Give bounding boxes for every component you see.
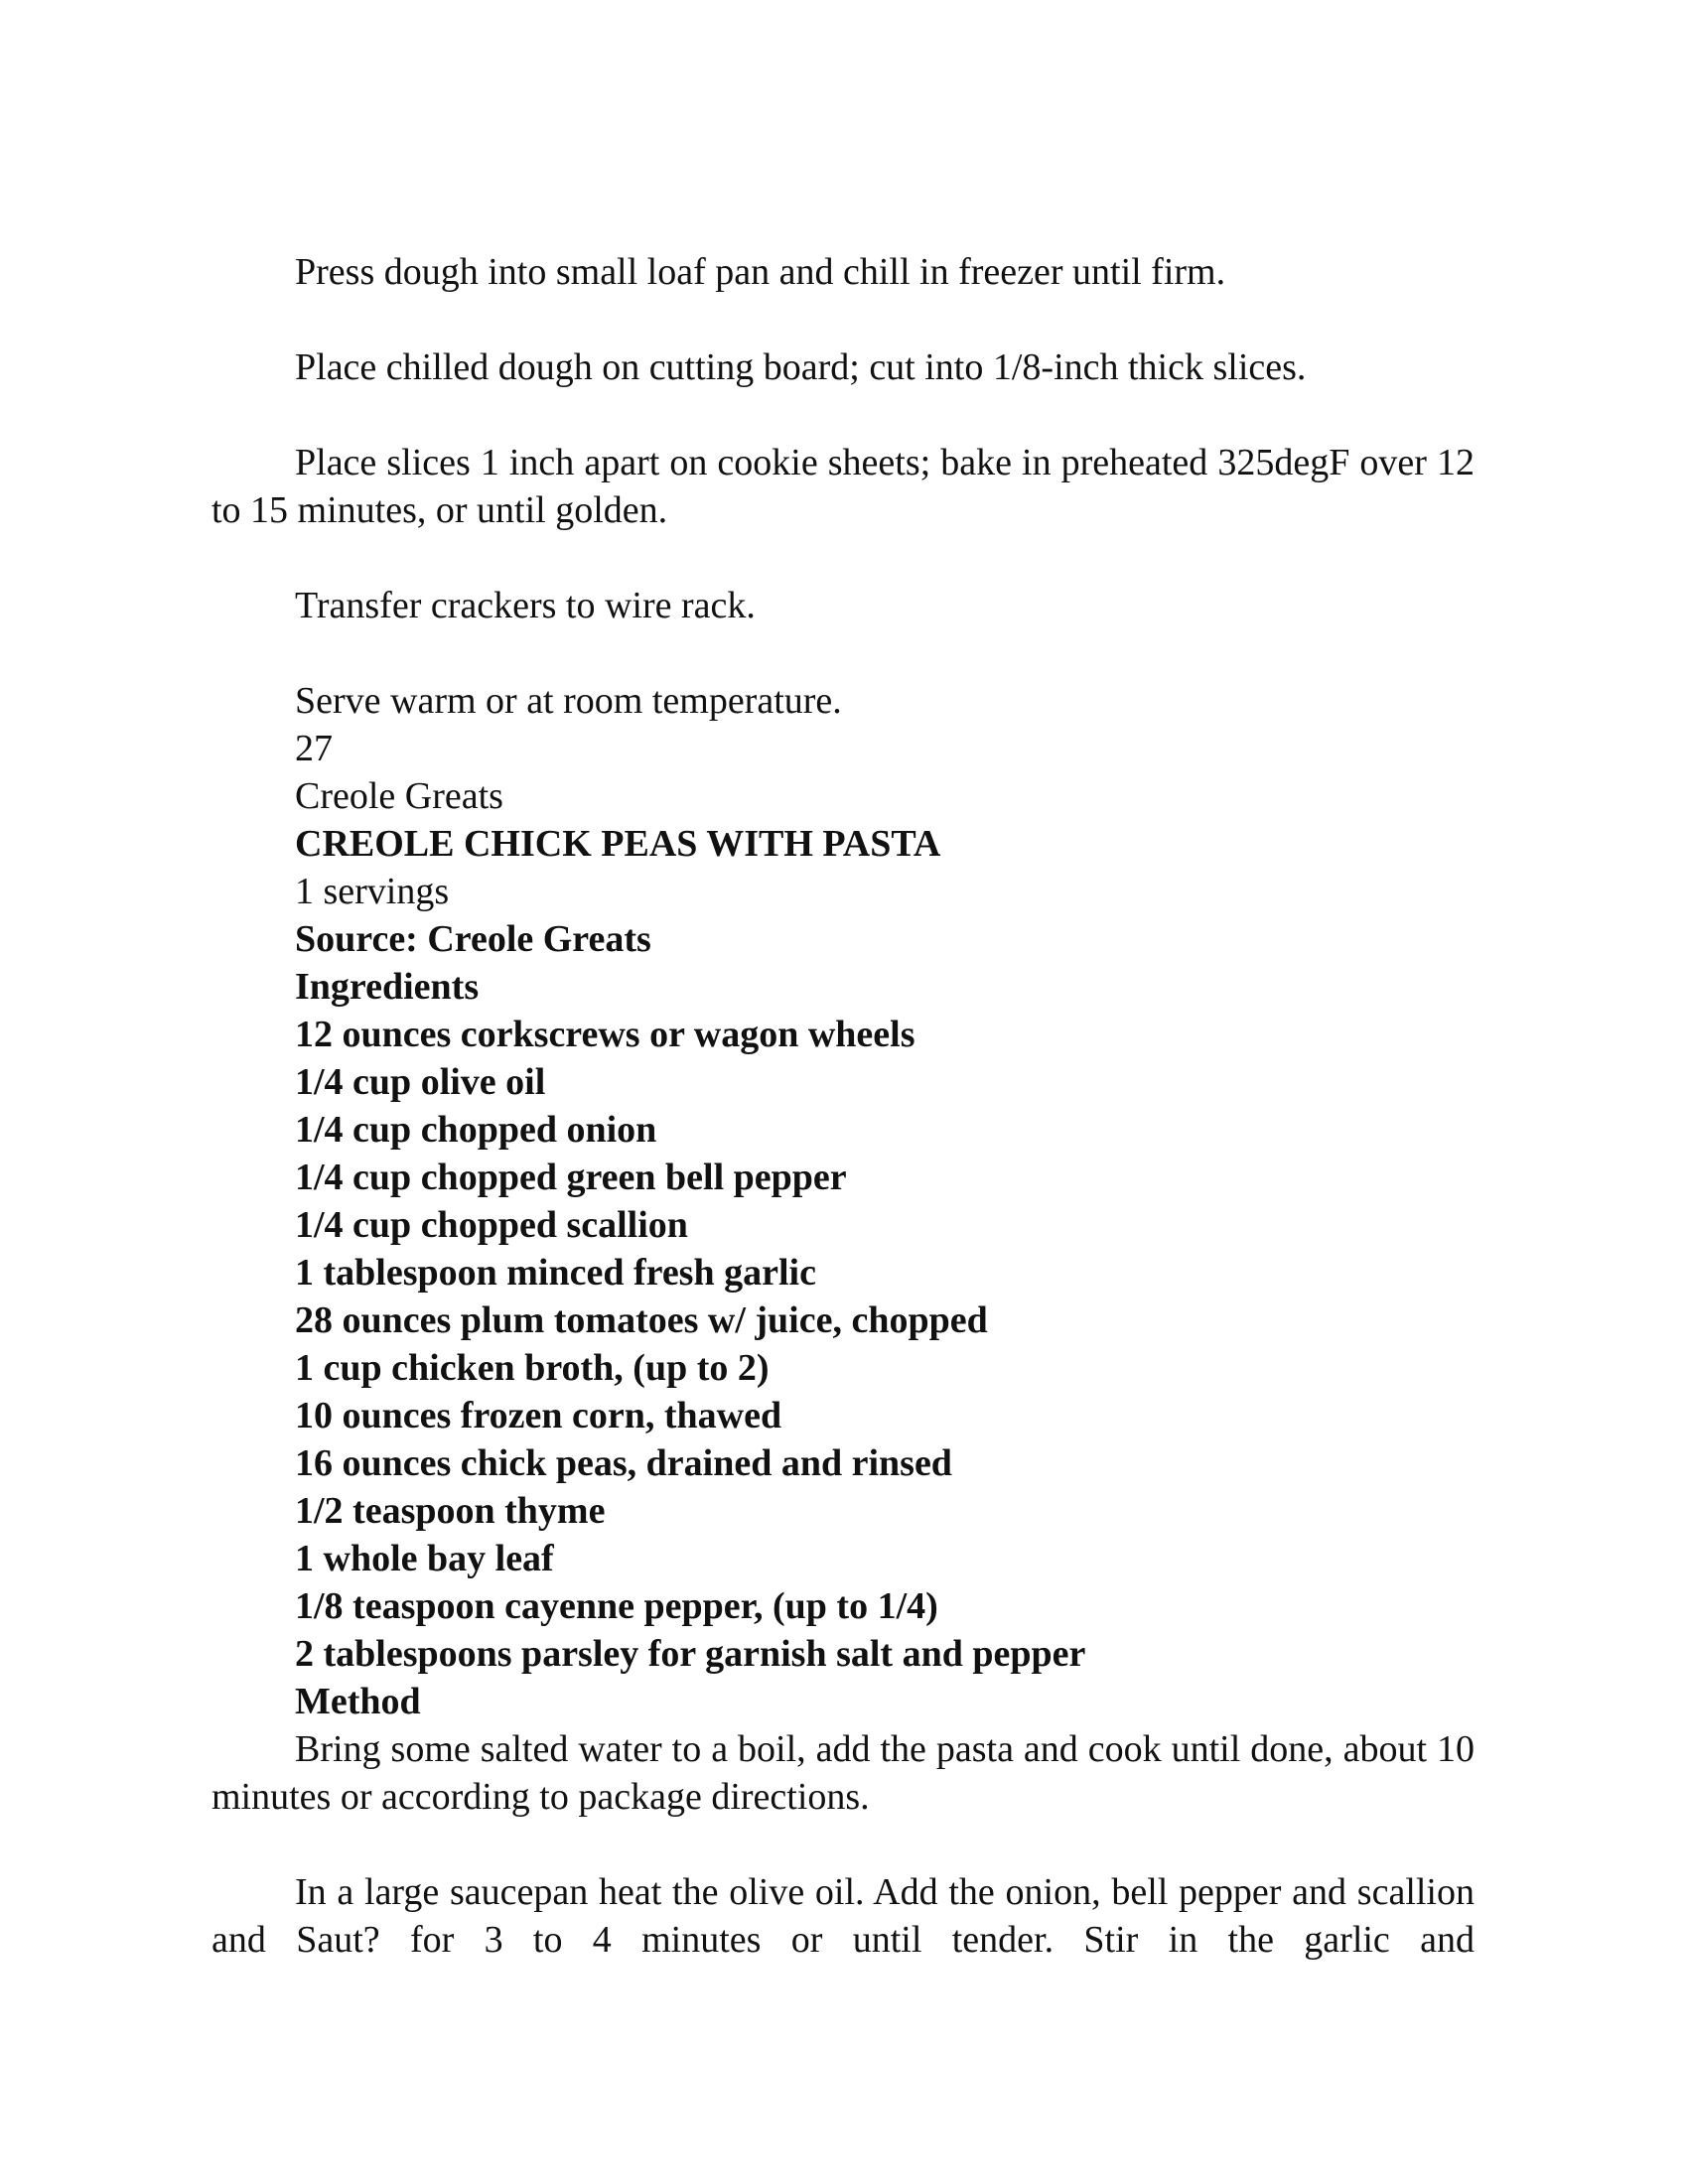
ingredients-heading: Ingredients: [295, 966, 480, 1008]
book-title: Creole Greats: [295, 775, 503, 817]
ingredient-item: 1/4 cup chopped green bell pepper: [295, 1157, 847, 1198]
ingredient-item: 2 tablespoons parsley for garnish salt and pepper: [295, 1633, 1086, 1675]
page-number: 27: [295, 728, 333, 769]
ingredient-item: 1 tablespoon minced fresh garlic: [295, 1252, 816, 1294]
step-paragraph: Transfer crackers to wire rack.: [295, 585, 756, 626]
recipe-source: Source: Creole Greats: [295, 918, 651, 960]
ingredient-item: 12 ounces corkscrews or wagon wheels: [295, 1014, 915, 1055]
recipe-title: CREOLE CHICK PEAS WITH PASTA: [295, 823, 941, 865]
ingredient-item: 1/2 teaspoon thyme: [295, 1490, 606, 1532]
step-paragraph: Place slices 1 inch apart on cookie sheets; bake in preheated 325degF over 12 to 15 minutes, or until golden.: [211, 442, 1475, 531]
ingredient-item: 1 cup chicken broth, (up to 2): [295, 1347, 770, 1389]
ingredient-item: 1/8 teaspoon cayenne pepper, (up to 1/4): [295, 1585, 938, 1627]
step-paragraph: Serve warm or at room temperature.: [295, 680, 842, 722]
ingredient-item: 28 ounces plum tomatoes w/ juice, chopped: [295, 1299, 988, 1341]
recipe-servings: 1 servings: [295, 871, 450, 912]
method-heading: Method: [295, 1681, 421, 1722]
step-paragraph: Press dough into small loaf pan and chill in freezer until firm.: [295, 251, 1226, 293]
ingredient-item: 1 whole bay leaf: [295, 1538, 554, 1579]
ingredient-item: 1/4 cup chopped scallion: [295, 1204, 688, 1246]
ingredient-item: 16 ounces chick peas, drained and rinsed: [295, 1442, 952, 1484]
method-paragraph: In a large saucepan heat the olive oil. Add the onion, bell pepper and scallion and Saut? for 3 to 4 minutes or until tender. Stir in the garlic and: [211, 1871, 1475, 1961]
document-page: [211, 248, 1475, 1964]
ingredient-item: 1/4 cup chopped onion: [295, 1109, 657, 1151]
ingredient-item: 1/4 cup olive oil: [295, 1061, 546, 1103]
ingredients-list: [211, 1011, 1475, 1678]
ingredient-item: 10 ounces frozen corn, thawed: [295, 1395, 782, 1436]
method-paragraph: Bring some salted water to a boil, add the pasta and cook until done, about 10 minutes or according to package directions.: [211, 1728, 1475, 1818]
step-paragraph: Place chilled dough on cutting board; cut into 1/8-inch thick slices.: [295, 346, 1307, 388]
